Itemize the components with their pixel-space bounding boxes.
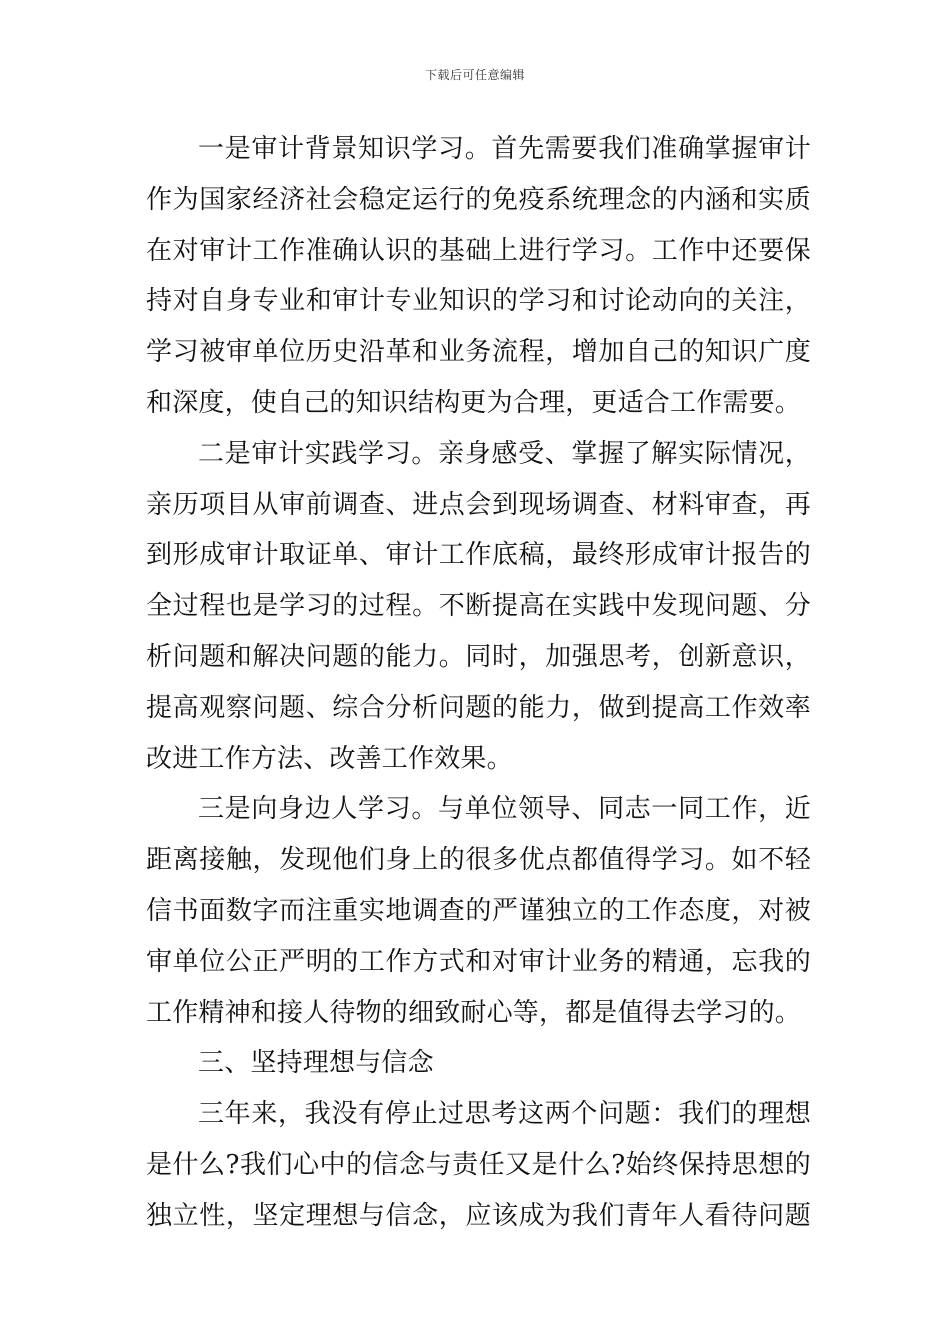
text-line: 亲历项目从审前调查、进点会到现场调查、材料审查，再 — [146, 489, 811, 520]
text-line: 和深度，使自己的知识结构更为合理，更适合工作需要。 — [146, 387, 802, 418]
text-line: 学习被审单位历史沿革和业务流程，增加自己的知识广度 — [146, 337, 811, 368]
text-line: 是什么?我们心中的信念与责任又是什么?始终保持思想的 — [146, 1149, 811, 1180]
text-line: 三、坚持理想与信念 — [198, 1048, 434, 1079]
text-line: 持对自身专业和审计专业知识的学习和讨论动向的关注， — [146, 286, 811, 317]
document-body — [146, 124, 811, 1242]
text-line: 独立性，坚定理想与信念，应该成为我们青年人看待问题 — [146, 1200, 811, 1231]
text-line: 三年来，我没有停止过思考这两个问题：我们的理想 — [198, 1099, 811, 1130]
text-line: 二是审计实践学习。亲身感受、掌握了解实际情况， — [198, 438, 811, 469]
text-line: 工作精神和接人待物的细致耐心等，都是值得去学习的。 — [146, 997, 802, 1028]
text-line: 全过程也是学习的过程。不断提高在实践中发现问题、分 — [146, 591, 811, 622]
text-line: 一是审计背景知识学习。首先需要我们准确掌握审计 — [198, 134, 811, 164]
text-line: 到形成审计取证单、审计工作底稿，最终形成审计报告的 — [146, 540, 811, 571]
text-line: 审单位公正严明的工作方式和对审计业务的精通，忘我的 — [146, 946, 811, 977]
text-line: 三是向身边人学习。与单位领导、同志一同工作，近 — [198, 794, 811, 825]
text-line: 在对审计工作准确认识的基础上进行学习。工作中还要保 — [146, 235, 811, 266]
text-line: 提高观察问题、综合分析问题的能力，做到提高工作效率 — [146, 692, 811, 723]
text-line: 距离接触，发现他们身上的很多优点都值得学习。如不轻 — [146, 845, 811, 876]
text-line: 信书面数字而注重实地调查的严谨独立的工作态度，对被 — [146, 895, 811, 926]
text-line: 析问题和解决问题的能力。同时，加强思考，创新意识， — [146, 641, 811, 672]
text-line: 改进工作方法、改善工作效果。 — [146, 743, 513, 774]
text-line: 作为国家经济社会稳定运行的免疫系统理念的内涵和实质 — [146, 184, 811, 215]
page-header: 下载后可任意编辑 — [424, 68, 525, 82]
